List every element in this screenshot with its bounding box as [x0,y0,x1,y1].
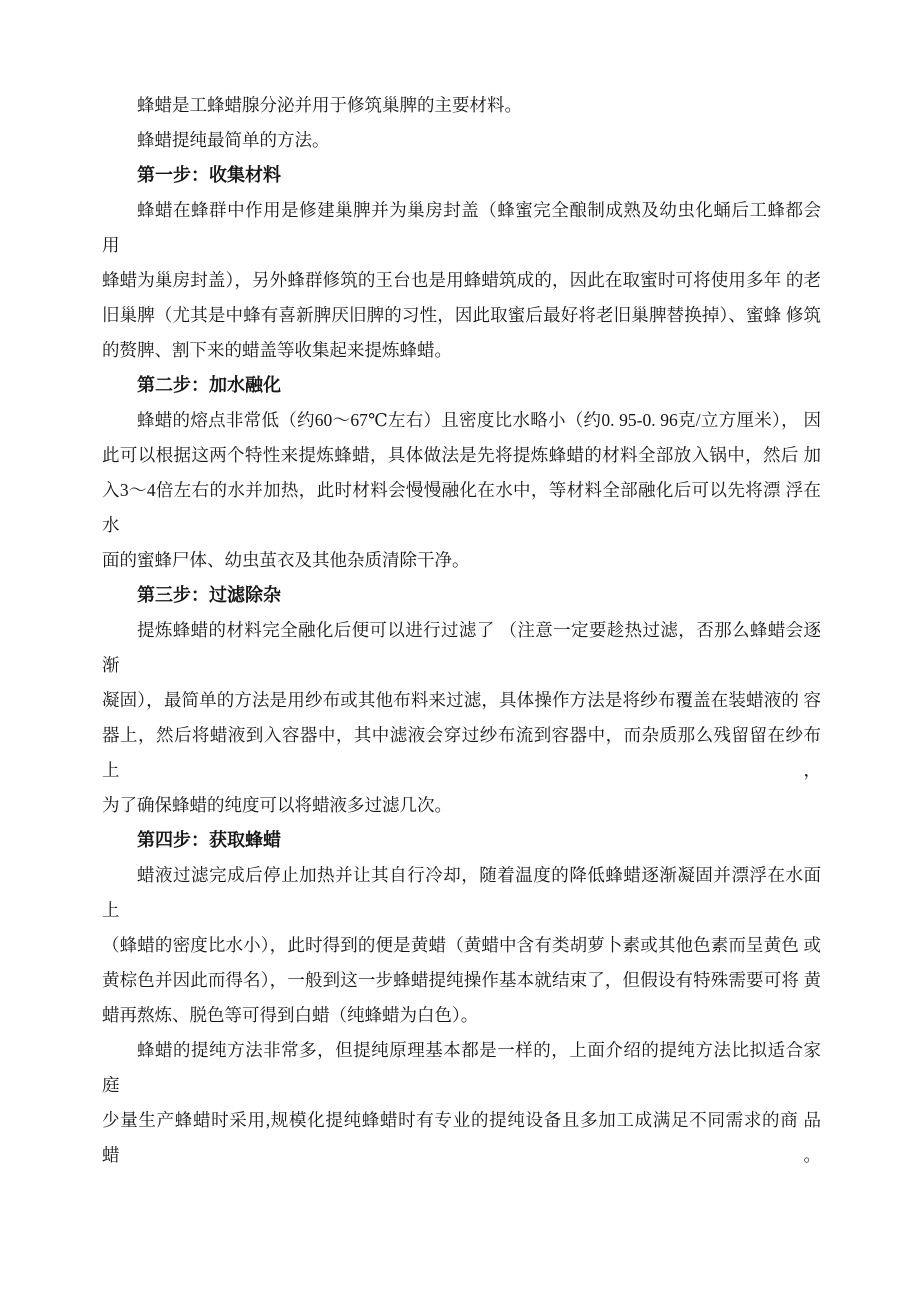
text-line: 黄棕色并因此而得名），一般到这一步蜂蜡提纯操作基本就结束了，但假设有特殊需要可将 黄 [102,970,821,990]
paragraph [102,193,821,368]
section-heading [102,158,821,193]
text-line: 蜂蜡的熔点非常低（约60〜67℃左右）且密度比水略小（约0. 95-0. 96克/立方厘米）， 因 [137,410,821,430]
paragraph [102,403,821,578]
text-line: 蜂蜡为巢房封盖），另外蜂群修筑的王台也是用蜂蜡筑成的，因此在取蜜时可将使用多年 的老 [102,270,821,290]
text-line: （蜂蜡的密度比水小），此时得到的便是黄蜡（黄蜡中含有类胡萝卜素或其他色素而呈黄色 或 [102,935,821,955]
text-line: 旧巢脾（尤其是中蜂有喜新脾厌旧脾的习性，因此取蜜后最好将老旧巢脾替换掉）、蜜蜂 修筑 [102,305,821,325]
heading-line: 第三步：过滤除杂 [137,585,281,605]
text-line: 此可以根据这两个特性来提炼蜂蜡，具体做法是先将提炼蜂蜡的材料全部放入锅中，然后 加 [102,445,821,465]
text-line: 为了确保蜂蜡的纯度可以将蜡液多过滤几次。 [102,795,452,815]
section-heading [102,823,821,858]
text-line: 蜂蜡是工蜂蜡腺分泌并用于修筑巢脾的主要材料。 [137,95,522,115]
paragraph [102,1033,821,1173]
paragraph [102,123,821,158]
heading-line: 第四步：获取蜂蜡 [137,830,281,850]
paragraph [102,88,821,123]
paragraph [102,613,821,823]
text-line: 凝固），最简单的方法是用纱布或其他布料来过滤，具体操作方法是将纱布覆盖在装蜡液的 容 [102,690,821,710]
text-line: 蜂蜡提纯最简单的方法。 [137,130,330,150]
text-line: 提炼蜂蜡的材料完全融化后便可以进行过滤了 （注意一定要趁热过滤，否那么蜂蜡会逐渐 [102,620,821,675]
text-line: 少量生产蜂蜡时采用,规模化提纯蜂蜡时有专业的提纯设备且多加工成满足不同需求的商 品蜡。 [102,1110,821,1165]
heading-line: 第一步：收集材料 [137,165,281,185]
document-content [102,88,821,1173]
section-heading [102,578,821,613]
paragraph [102,858,821,1033]
text-line: 入3〜4倍左右的水并加热，此时材料会慢慢融化在水中，等材料全部融化后可以先将漂 浮在水 [102,480,821,535]
section-heading [102,368,821,403]
text-line: 蜂蜡在蜂群中作用是修建巢脾并为巢房封盖（蜂蜜完全酿制成熟及幼虫化蛹后工蜂都会 用 [102,200,821,255]
text-line: 蜂蜡的提纯方法非常多，但提纯原理基本都是一样的，上面介绍的提纯方法比拟适合家 庭 [102,1040,821,1095]
heading-line: 第二步：加水融化 [137,375,281,395]
text-line: 面的蜜蜂尸体、幼虫茧衣及其他杂质清除干净。 [102,550,470,570]
text-line: 器上，然后将蜡液到入容器中，其中滤液会穿过纱布流到容器中，而杂质那么残留留在纱布 上， [102,725,821,780]
text-line: 的赘脾、割下来的蜡盖等收集起来提炼蜂蜡。 [102,340,452,360]
text-line: 蜡液过滤完成后停止加热并让其自行冷却，随着温度的降低蜂蜡逐渐凝固并漂浮在水面 上 [102,865,821,920]
text-line: 蜡再熬炼、脱色等可得到白蜡（纯蜂蜡为白色）。 [102,1005,479,1025]
